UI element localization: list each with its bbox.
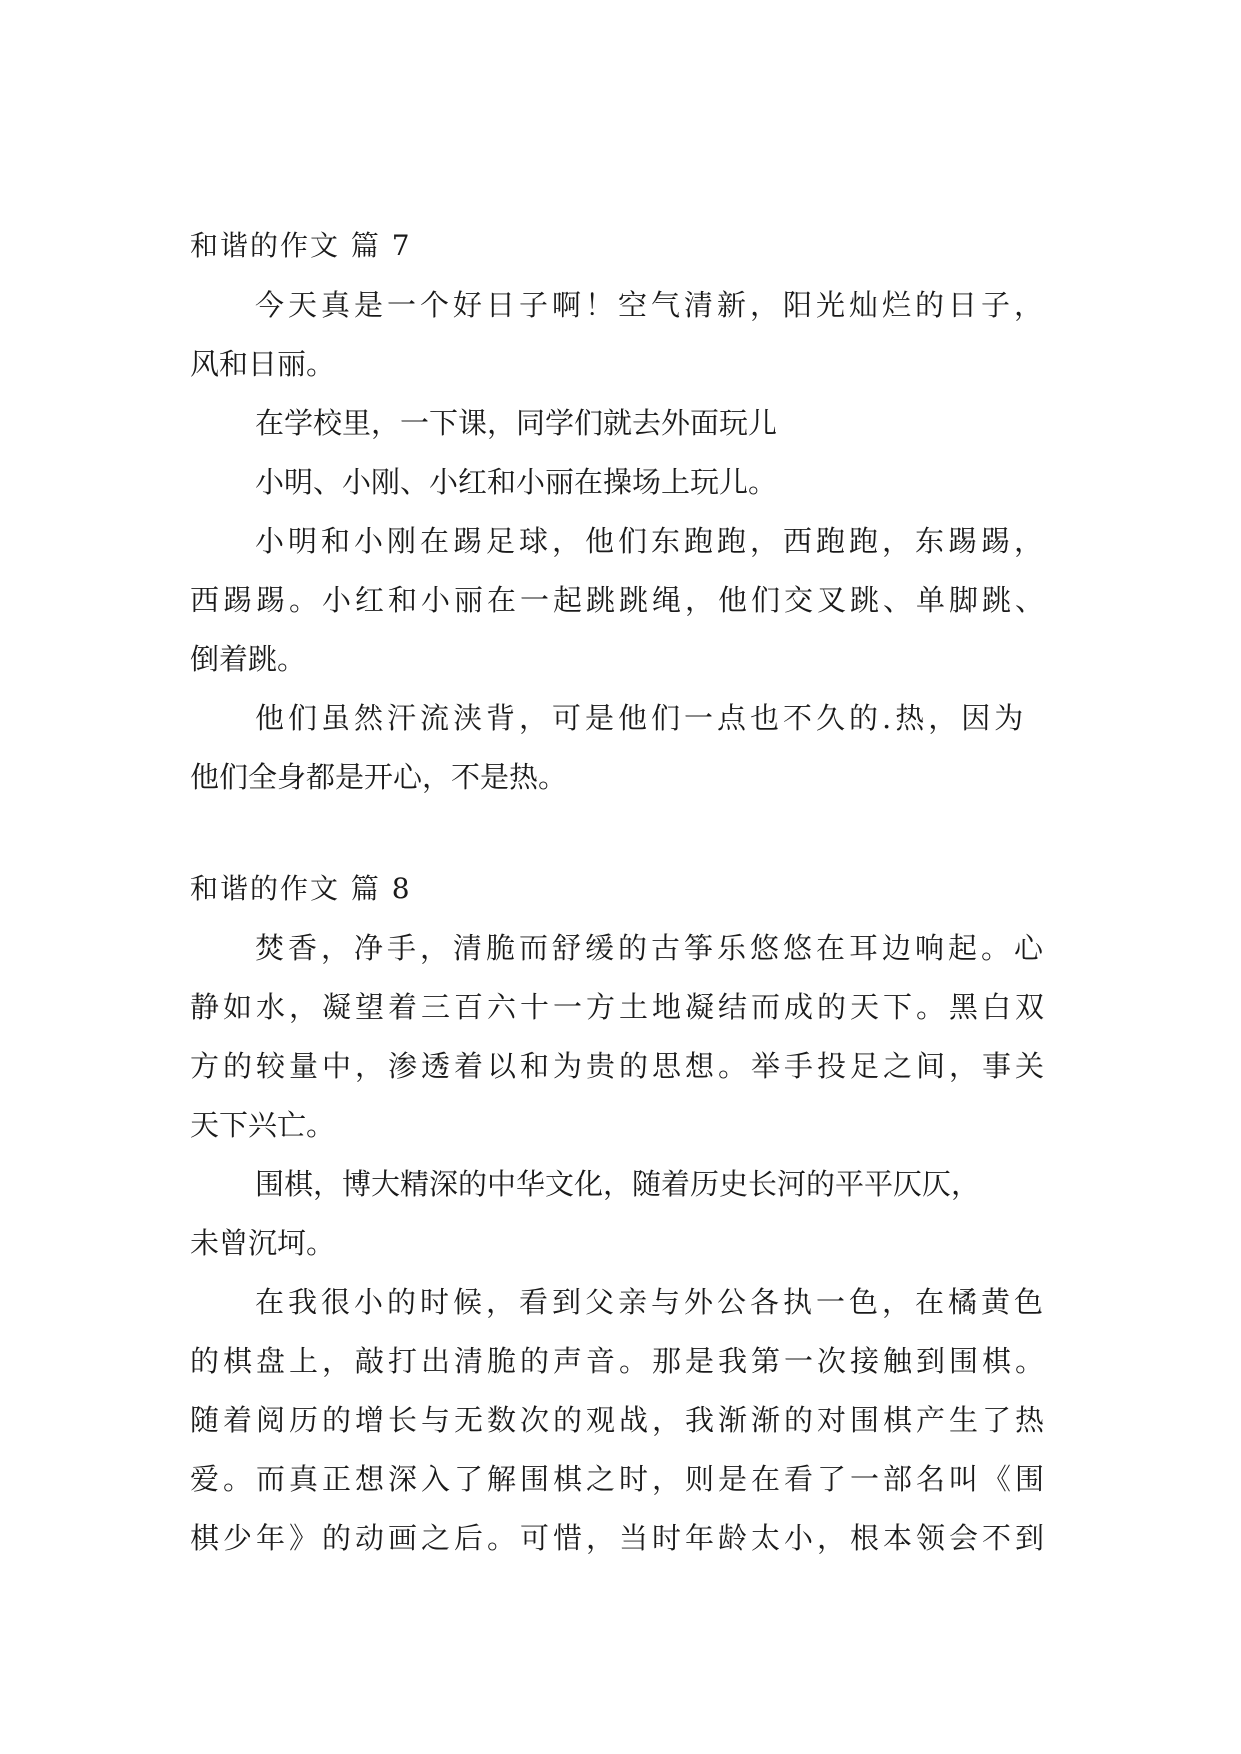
- paragraph-line: 爱。而真正想深入了解围棋之时，则是在看了一部名叫《围: [190, 1462, 1049, 1496]
- paragraph-line: 今天真是一个好日子啊！空气清新，阳光灿烂的日子，: [255, 288, 1048, 322]
- paragraph-line: 他们全身都是开心，不是热。: [190, 760, 568, 794]
- paragraph-line: 天下兴亡。: [190, 1108, 336, 1142]
- section-title-8: 和谐的作文 篇 8: [190, 872, 412, 905]
- paragraph-line: 围棋，博大精深的中华文化，随着历史长河的平平仄仄，: [255, 1167, 981, 1201]
- paragraph-line: 他们虽然汗流浃背，可是他们一点也不久的.热，因为: [255, 701, 1028, 735]
- section-title-7: 和谐的作文 篇 7: [190, 229, 412, 262]
- paragraph-line: 在我很小的时候，看到父亲与外公各执一色，在橘黄色: [255, 1285, 1048, 1319]
- paragraph-line: 在学校里，一下课，同学们就去外面玩儿: [255, 406, 778, 440]
- paragraph-line: 随着阅历的增长与无数次的观战，我渐渐的对围棋产生了热: [190, 1403, 1049, 1437]
- paragraph-line: 未曾沉坷。: [190, 1226, 336, 1260]
- paragraph-line: 焚香，净手，清脆而舒缓的古筝乐悠悠在耳边响起。心: [255, 931, 1048, 965]
- paragraph-line: 西踢踢。小红和小丽在一起跳跳绳，他们交叉跳、单脚跳、: [190, 583, 1049, 617]
- paragraph-line: 小明、小刚、小红和小丽在操场上玩儿。: [255, 465, 778, 499]
- paragraph-line: 倒着跳。: [190, 642, 307, 676]
- paragraph-line: 方的较量中，渗透着以和为贵的思想。举手投足之间，事关: [190, 1049, 1049, 1083]
- paragraph-line: 风和日丽。: [190, 347, 336, 381]
- paragraph-line: 的棋盘上，敲打出清脆的声音。那是我第一次接触到围棋。: [190, 1344, 1049, 1378]
- paragraph-line: 小明和小刚在踢足球，他们东跑跑，西跑跑，东踢踢，: [255, 524, 1048, 558]
- paragraph-line: 静如水，凝望着三百六十一方土地凝结而成的天下。黑白双: [190, 990, 1049, 1024]
- paragraph-line: 棋少年》的动画之后。可惜，当时年龄太小，根本领会不到: [190, 1521, 1049, 1555]
